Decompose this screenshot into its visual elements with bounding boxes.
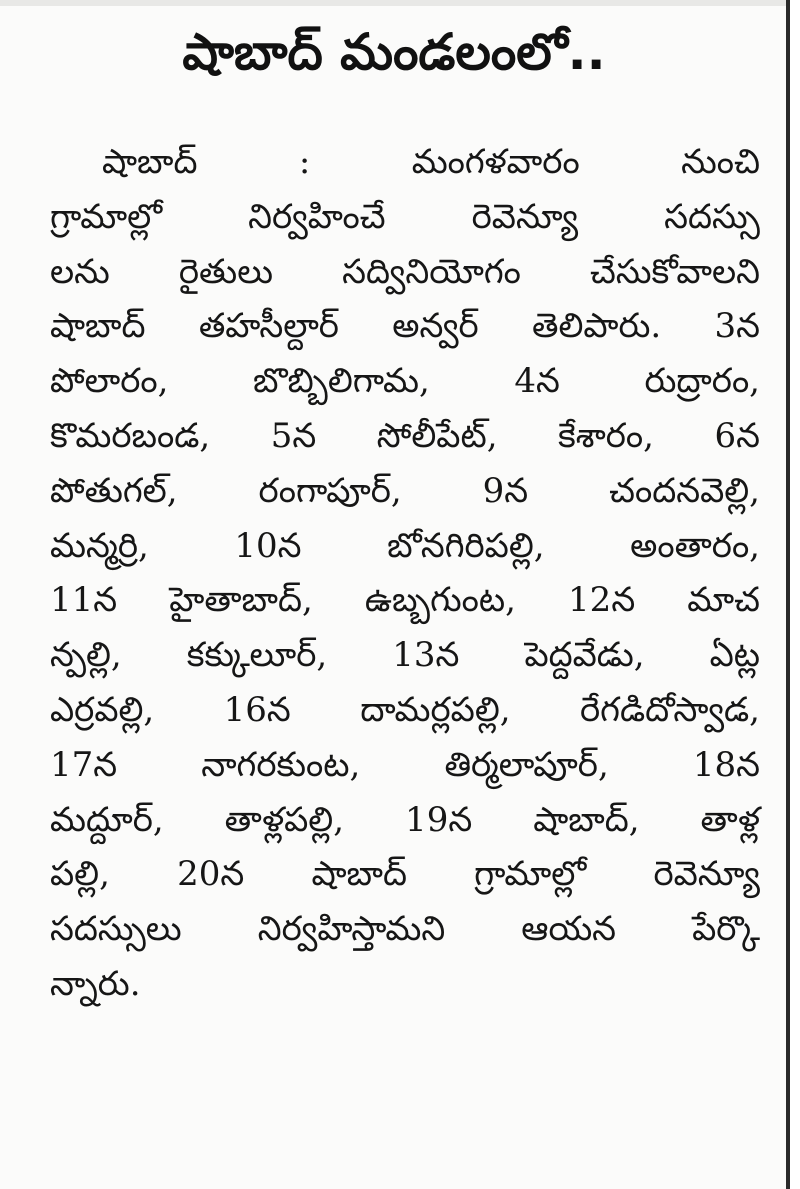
article-line: పోలారం, బొబ్బిలిగామ, 4న రుద్రారం,	[50, 361, 760, 402]
article-line: షాబాద్ : మంగళవారం నుంచి	[102, 142, 760, 182]
scan-top-edge	[0, 0, 788, 6]
article-line: సదస్సులు నిర్వహిస్తామని ఆయన పేర్కొ	[50, 909, 760, 950]
article-line: మద్దూర్, తాళ్లపల్లి, 19న షాబాద్, తాళ్ల	[50, 799, 760, 840]
article-headline: షాబాద్ మండలంలో..	[182, 23, 606, 81]
article-line: లను రైతులు సద్వినియోగం చేసుకోవాలని	[50, 251, 760, 292]
article-line: న్పల్లి, కక్కులూర్, 13న పెద్దవేడు, ఏట్ల	[50, 635, 760, 676]
article-line: పల్లి, 20న షాబాద్ గ్రామాల్లో రెవెన్యూ	[50, 854, 760, 895]
article-line: న్నారు.	[50, 963, 141, 1004]
column-rule	[786, 0, 790, 1189]
article-line: మన్మర్రి, 10న బోనగిరిపల్లి, అంతారం,	[50, 525, 760, 566]
article-line: ఎర్రవల్లి, 16న దామర్లపల్లి, రేగడిదోస్వాడ,	[50, 689, 760, 730]
article-line: కొమరబండ, 5న సోలీపేట్, కేశారం, 6న	[50, 415, 760, 456]
article-body	[50, 135, 760, 1012]
article-line: షాబాద్ తహసీల్దార్ అన్వర్ తెలిపారు. 3న	[50, 306, 760, 347]
article-line: 11న హైతాబాద్, ఉబ్బగుంట, 12న మాచ	[50, 580, 760, 621]
article-line: పోతుగల్, రంగాపూర్, 9న చందనవెల్లి,	[50, 470, 760, 511]
article-line: గ్రామాల్లో నిర్వహించే రెవెన్యూ సదస్సు	[50, 196, 760, 237]
article-line: 17న నాగరకుంట, తిర్మలాపూర్, 18న	[50, 744, 760, 785]
